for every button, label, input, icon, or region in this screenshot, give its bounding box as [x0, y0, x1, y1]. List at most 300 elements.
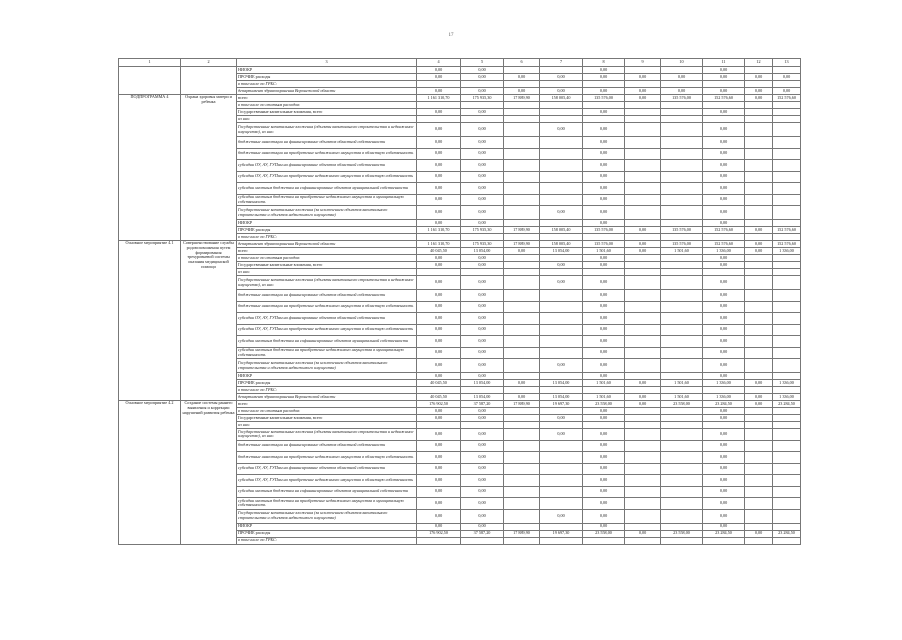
- value-cell: 0,00: [583, 160, 625, 172]
- value-cell: 0,00: [583, 463, 625, 475]
- value-cell: [703, 537, 745, 544]
- value-cell: 0,00: [417, 408, 461, 415]
- value-cell: [504, 301, 540, 313]
- value-cell: [504, 387, 540, 394]
- value-cell: 152 576,60: [703, 95, 745, 102]
- value-cell: 0,00: [745, 380, 773, 387]
- value-cell: [661, 452, 703, 464]
- row-label: субсидии ОУ, АУ, ГУПам на приобретение недвижимого имущества в областную собственность: [237, 475, 417, 487]
- value-cell: [745, 452, 773, 464]
- value-cell: [540, 183, 583, 195]
- value-cell: 0,00: [461, 255, 504, 262]
- value-cell: [625, 387, 661, 394]
- value-cell: 0,00: [540, 206, 583, 220]
- value-cell: 0,00: [417, 463, 461, 475]
- value-cell: [504, 116, 540, 123]
- value-cell: [504, 452, 540, 464]
- value-cell: 0,00: [703, 475, 745, 487]
- value-cell: 0,00: [703, 415, 745, 422]
- value-cell: 0,00: [583, 290, 625, 302]
- value-cell: [540, 336, 583, 348]
- value-cell: [773, 452, 801, 464]
- value-cell: [661, 359, 703, 373]
- value-cell: 0,00: [583, 509, 625, 523]
- row-label: бюджетные инвестиции на приобретение недвижимого имущества в областную собственность: [237, 148, 417, 160]
- value-cell: [504, 290, 540, 302]
- value-cell: 0,00: [745, 401, 773, 408]
- column-header: 3: [237, 59, 417, 67]
- value-cell: [504, 194, 540, 206]
- value-cell: 0,00: [625, 88, 661, 95]
- value-cell: 0,00: [703, 373, 745, 380]
- value-cell: 0,00: [417, 440, 461, 452]
- value-cell: 0,00: [461, 486, 504, 498]
- value-cell: [773, 137, 801, 149]
- value-cell: [417, 81, 461, 88]
- value-cell: 175 935,30: [461, 241, 504, 248]
- value-cell: [625, 324, 661, 336]
- row-label: бюджетные инвестиции на финансирование объектов областной собственности: [237, 137, 417, 149]
- value-cell: [583, 102, 625, 109]
- value-cell: [661, 509, 703, 523]
- value-cell: 1 161 310,70: [417, 95, 461, 102]
- value-cell: [773, 429, 801, 441]
- value-cell: 0,00: [461, 415, 504, 422]
- value-cell: [540, 387, 583, 394]
- row-label: ПРОЧИЕ расходы: [237, 227, 417, 234]
- value-cell: [773, 262, 801, 269]
- value-cell: [540, 537, 583, 544]
- value-cell: 0,00: [703, 88, 745, 95]
- value-cell: 0,00: [417, 255, 461, 262]
- value-cell: 0,00: [625, 95, 661, 102]
- value-cell: 0,00: [703, 313, 745, 325]
- value-cell: [540, 324, 583, 336]
- row-label: Государственные капитальные вложения (объекты капитального строительства и недвижимое имущество), из них:: [237, 429, 417, 441]
- value-cell: 0,00: [540, 415, 583, 422]
- value-cell: 0,00: [417, 183, 461, 195]
- value-cell: [773, 109, 801, 116]
- value-cell: 0,00: [583, 523, 625, 530]
- value-cell: 0,00: [417, 429, 461, 441]
- value-cell: [745, 183, 773, 195]
- value-cell: [773, 255, 801, 262]
- value-cell: 1 336,00: [703, 248, 745, 255]
- value-cell: [504, 148, 540, 160]
- value-cell: 0,00: [540, 509, 583, 523]
- value-cell: 0,00: [661, 88, 703, 95]
- value-cell: [504, 137, 540, 149]
- value-cell: 0,00: [417, 67, 461, 74]
- value-cell: [773, 324, 801, 336]
- value-cell: 0,00: [583, 301, 625, 313]
- value-cell: [625, 313, 661, 325]
- value-cell: [745, 137, 773, 149]
- row-label: департамент здравоохранения Воронежской области: [237, 88, 417, 95]
- value-cell: [504, 408, 540, 415]
- value-cell: 37 587,20: [461, 401, 504, 408]
- value-cell: 0,00: [461, 262, 504, 269]
- value-cell: [661, 463, 703, 475]
- value-cell: 0,00: [745, 95, 773, 102]
- value-cell: [703, 102, 745, 109]
- column-header: 4: [417, 59, 461, 67]
- value-cell: 13 054,00: [461, 380, 504, 387]
- value-cell: [417, 116, 461, 123]
- value-cell: [540, 290, 583, 302]
- value-cell: [745, 301, 773, 313]
- value-cell: 0,00: [461, 183, 504, 195]
- value-cell: [461, 387, 504, 394]
- value-cell: 0,00: [703, 463, 745, 475]
- value-cell: [625, 102, 661, 109]
- value-cell: [540, 313, 583, 325]
- value-cell: 1 336,00: [773, 248, 801, 255]
- value-cell: [625, 523, 661, 530]
- value-cell: [773, 102, 801, 109]
- value-cell: [773, 234, 801, 241]
- value-cell: [745, 262, 773, 269]
- value-cell: [504, 475, 540, 487]
- value-cell: [625, 440, 661, 452]
- value-cell: [661, 387, 703, 394]
- value-cell: 17 889,90: [504, 241, 540, 248]
- value-cell: [745, 463, 773, 475]
- value-cell: [461, 537, 504, 544]
- value-cell: [703, 234, 745, 241]
- value-cell: 13 054,00: [540, 248, 583, 255]
- value-cell: 176 902,50: [417, 401, 461, 408]
- value-cell: [504, 269, 540, 276]
- row-label: департамент здравоохранения Воронежской области: [237, 394, 417, 401]
- program-name-cell: Основное мероприятие 4.2: [119, 401, 181, 545]
- value-cell: 135 576,00: [661, 241, 703, 248]
- value-cell: 0,00: [417, 336, 461, 348]
- header-row: [119, 59, 801, 67]
- value-cell: 1 336,00: [703, 380, 745, 387]
- value-cell: 0,00: [583, 276, 625, 290]
- value-cell: [745, 440, 773, 452]
- value-cell: 0,00: [417, 313, 461, 325]
- value-cell: 0,00: [703, 109, 745, 116]
- value-cell: 0,00: [625, 241, 661, 248]
- value-cell: [661, 123, 703, 137]
- value-cell: 0,00: [417, 262, 461, 269]
- value-cell: 0,00: [703, 171, 745, 183]
- value-cell: 0,00: [417, 324, 461, 336]
- value-cell: [773, 301, 801, 313]
- value-cell: 0,00: [583, 67, 625, 74]
- value-cell: [745, 123, 773, 137]
- column-header: 7: [540, 59, 583, 67]
- value-cell: [540, 220, 583, 227]
- program-title-cell: Совершенствование службы родовспоможения путем формирования трехуровневой системы оказания медицинской помощи: [181, 241, 237, 401]
- value-cell: 0,00: [540, 262, 583, 269]
- value-cell: [661, 148, 703, 160]
- value-cell: 0,00: [703, 206, 745, 220]
- value-cell: 0,00: [661, 74, 703, 81]
- value-cell: [625, 137, 661, 149]
- value-cell: 158 005,40: [540, 95, 583, 102]
- value-cell: 0,00: [703, 148, 745, 160]
- value-cell: 23 284,50: [703, 530, 745, 537]
- value-cell: [661, 171, 703, 183]
- value-cell: [504, 422, 540, 429]
- value-cell: [625, 463, 661, 475]
- value-cell: [461, 81, 504, 88]
- value-cell: 0,00: [417, 206, 461, 220]
- value-cell: 13 054,00: [461, 394, 504, 401]
- value-cell: [773, 359, 801, 373]
- value-cell: [745, 429, 773, 441]
- value-cell: [504, 509, 540, 523]
- value-cell: 1 501,60: [583, 248, 625, 255]
- value-cell: 0,00: [773, 74, 801, 81]
- value-cell: 0,00: [461, 373, 504, 380]
- value-cell: 0,00: [703, 347, 745, 359]
- value-cell: 0,00: [583, 109, 625, 116]
- value-cell: [745, 220, 773, 227]
- value-cell: 23 558,00: [661, 530, 703, 537]
- value-cell: [773, 171, 801, 183]
- value-cell: [417, 234, 461, 241]
- value-cell: [745, 373, 773, 380]
- value-cell: [773, 206, 801, 220]
- value-cell: 175 935,30: [461, 227, 504, 234]
- value-cell: [745, 116, 773, 123]
- value-cell: [625, 408, 661, 415]
- value-cell: 0,00: [745, 227, 773, 234]
- value-cell: [745, 269, 773, 276]
- value-cell: [745, 102, 773, 109]
- value-cell: [540, 137, 583, 149]
- value-cell: 152 576,60: [773, 227, 801, 234]
- value-cell: 0,00: [703, 67, 745, 74]
- column-header: 8: [583, 59, 625, 67]
- value-cell: 152 576,60: [703, 241, 745, 248]
- value-cell: 0,00: [625, 380, 661, 387]
- value-cell: [745, 475, 773, 487]
- value-cell: [745, 194, 773, 206]
- value-cell: 0,00: [703, 301, 745, 313]
- value-cell: 0,00: [583, 336, 625, 348]
- column-header: 1: [119, 59, 181, 67]
- value-cell: [461, 234, 504, 241]
- row-label: в том числе по ГРБС:: [237, 387, 417, 394]
- row-label: из них:: [237, 422, 417, 429]
- value-cell: [661, 137, 703, 149]
- value-cell: 19 697,30: [540, 530, 583, 537]
- row-label: Государственные капитальные вложения (за исключением объектов капитального строительства и объектов недвижимого имущества): [237, 206, 417, 220]
- value-cell: 0,00: [745, 394, 773, 401]
- value-cell: 0,00: [461, 313, 504, 325]
- value-cell: 0,00: [461, 509, 504, 523]
- value-cell: 0,00: [504, 394, 540, 401]
- value-cell: 0,00: [625, 248, 661, 255]
- value-cell: [540, 194, 583, 206]
- value-cell: [703, 116, 745, 123]
- value-cell: [540, 373, 583, 380]
- value-cell: 0,00: [417, 276, 461, 290]
- value-cell: 0,00: [703, 523, 745, 530]
- row-label: субсидии местным бюджетам на приобретение недвижимого имущества в муниципальную собственность: [237, 498, 417, 510]
- value-cell: 0,00: [745, 88, 773, 95]
- value-cell: [773, 160, 801, 172]
- value-cell: [773, 422, 801, 429]
- value-cell: [745, 148, 773, 160]
- value-cell: 0,00: [504, 248, 540, 255]
- value-cell: 0,00: [703, 509, 745, 523]
- value-cell: 135 576,00: [583, 95, 625, 102]
- value-cell: [745, 109, 773, 116]
- value-cell: 0,00: [703, 452, 745, 464]
- value-cell: [625, 475, 661, 487]
- value-cell: [504, 234, 540, 241]
- value-cell: [625, 81, 661, 88]
- value-cell: 37 587,20: [461, 530, 504, 537]
- value-cell: [661, 537, 703, 544]
- value-cell: [745, 290, 773, 302]
- value-cell: [504, 67, 540, 74]
- value-cell: [773, 336, 801, 348]
- value-cell: 0,00: [583, 452, 625, 464]
- row-label: в том числе по ГРБС:: [237, 234, 417, 241]
- value-cell: [773, 313, 801, 325]
- value-cell: 0,00: [504, 74, 540, 81]
- value-cell: [773, 347, 801, 359]
- row-label: Государственные капитальные вложения (за исключением объектов капитального строительства и объектов недвижимого имущества): [237, 509, 417, 523]
- value-cell: [661, 422, 703, 429]
- value-cell: 135 576,00: [661, 95, 703, 102]
- value-cell: 0,00: [461, 74, 504, 81]
- value-cell: [773, 440, 801, 452]
- value-cell: [661, 498, 703, 510]
- value-cell: 0,00: [461, 206, 504, 220]
- value-cell: [661, 194, 703, 206]
- value-cell: 0,00: [417, 220, 461, 227]
- value-cell: [583, 422, 625, 429]
- value-cell: [745, 408, 773, 415]
- value-cell: 0,00: [461, 88, 504, 95]
- column-header: 12: [745, 59, 773, 67]
- value-cell: [583, 234, 625, 241]
- value-cell: 0,00: [583, 183, 625, 195]
- value-cell: 0,00: [703, 486, 745, 498]
- value-cell: [504, 373, 540, 380]
- value-cell: 0,00: [417, 347, 461, 359]
- budget-table: [118, 58, 801, 545]
- value-cell: 0,00: [703, 498, 745, 510]
- value-cell: 0,00: [703, 137, 745, 149]
- value-cell: 175 935,30: [461, 95, 504, 102]
- value-cell: [461, 422, 504, 429]
- value-cell: 0,00: [417, 171, 461, 183]
- value-cell: [773, 498, 801, 510]
- value-cell: [745, 387, 773, 394]
- value-cell: 0,00: [583, 408, 625, 415]
- value-cell: [504, 206, 540, 220]
- value-cell: 0,00: [417, 160, 461, 172]
- value-cell: [625, 415, 661, 422]
- value-cell: 23 558,00: [661, 401, 703, 408]
- table-row: [119, 241, 801, 248]
- value-cell: [661, 220, 703, 227]
- value-cell: [661, 475, 703, 487]
- value-cell: 0,00: [583, 206, 625, 220]
- value-cell: [661, 347, 703, 359]
- row-label: субсидии ОУ, АУ, ГУПам на приобретение недвижимого имущества в областную собственность: [237, 171, 417, 183]
- value-cell: [625, 429, 661, 441]
- value-cell: [745, 160, 773, 172]
- value-cell: 135 576,00: [583, 227, 625, 234]
- value-cell: [461, 269, 504, 276]
- row-label: НИОКР: [237, 523, 417, 530]
- value-cell: 1 336,00: [773, 394, 801, 401]
- value-cell: 1 161 310,70: [417, 241, 461, 248]
- row-label: ПРОЧИЕ расходы: [237, 530, 417, 537]
- table-row: [119, 67, 801, 74]
- value-cell: 17 889,90: [504, 530, 540, 537]
- value-cell: [703, 387, 745, 394]
- value-cell: [625, 109, 661, 116]
- column-header: 10: [661, 59, 703, 67]
- value-cell: 0,00: [745, 530, 773, 537]
- value-cell: 0,00: [583, 74, 625, 81]
- value-cell: [540, 440, 583, 452]
- value-cell: 0,00: [417, 123, 461, 137]
- value-cell: [540, 148, 583, 160]
- value-cell: [625, 194, 661, 206]
- value-cell: [625, 359, 661, 373]
- row-label: субсидии ОУ, АУ, ГУПам на финансирование объектов областной собственности: [237, 313, 417, 325]
- row-label: Государственные капитальные вложения, всего: [237, 262, 417, 269]
- value-cell: [504, 324, 540, 336]
- value-cell: [583, 537, 625, 544]
- value-cell: [745, 324, 773, 336]
- value-cell: 0,00: [703, 255, 745, 262]
- value-cell: 0,00: [461, 440, 504, 452]
- row-label: Государственные капитальные вложения (объекты капитального строительства и недвижимое имущество), из них:: [237, 276, 417, 290]
- row-label: НИОКР: [237, 220, 417, 227]
- value-cell: 0,00: [703, 194, 745, 206]
- value-cell: 1 336,00: [773, 380, 801, 387]
- value-cell: 0,00: [417, 109, 461, 116]
- value-cell: 0,00: [745, 241, 773, 248]
- value-cell: 1 336,00: [703, 394, 745, 401]
- value-cell: [625, 171, 661, 183]
- value-cell: [625, 347, 661, 359]
- value-cell: 0,00: [625, 394, 661, 401]
- row-label: Государственные капитальные вложения, всего: [237, 109, 417, 116]
- value-cell: [417, 387, 461, 394]
- value-cell: [625, 255, 661, 262]
- value-cell: [625, 498, 661, 510]
- row-label: субсидии местным бюджетам на софинансирование объектов муниципальной собственности: [237, 336, 417, 348]
- value-cell: [661, 234, 703, 241]
- value-cell: 158 005,40: [540, 241, 583, 248]
- table-row: [119, 95, 801, 102]
- value-cell: [661, 290, 703, 302]
- value-cell: [625, 422, 661, 429]
- row-label: НИОКР: [237, 67, 417, 74]
- value-cell: 0,00: [504, 88, 540, 95]
- row-label: субсидии местным бюджетам на софинансирование объектов муниципальной собственности: [237, 183, 417, 195]
- value-cell: 17 889,90: [504, 227, 540, 234]
- value-cell: 0,00: [417, 301, 461, 313]
- value-cell: [661, 523, 703, 530]
- value-cell: [773, 523, 801, 530]
- value-cell: [504, 347, 540, 359]
